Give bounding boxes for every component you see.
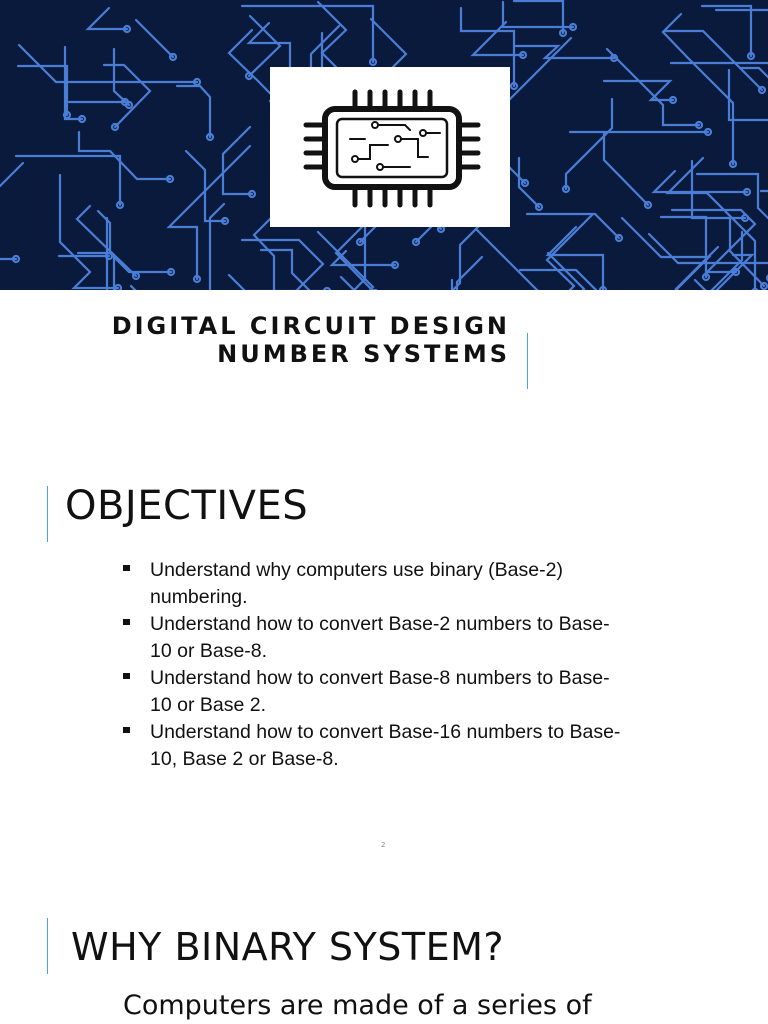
page-number: 2 — [381, 841, 386, 849]
microchip-logo-box — [270, 67, 510, 227]
objectives-accent-rule — [47, 486, 48, 542]
slide-title — [40, 312, 510, 368]
list-item-line: 10, Base 2 or Base-8. — [150, 748, 339, 770]
list-item-line: numbering. — [150, 586, 248, 608]
title-line-1: DIGITAL CIRCUIT DESIGN — [111, 312, 510, 340]
list-item-line: 10 or Base-8. — [150, 640, 268, 662]
title-line-2: NUMBER SYSTEMS — [217, 340, 510, 368]
square-bullet-icon — [123, 727, 130, 733]
list-item — [120, 665, 650, 719]
square-bullet-icon — [123, 619, 130, 625]
binary-accent-rule — [47, 918, 48, 974]
list-item-line: Understand how to convert Base-8 numbers to Base- — [150, 667, 610, 689]
objectives-heading: OBJECTIVES — [65, 483, 309, 529]
why-binary-body: Computers are made of a series of — [123, 990, 592, 1021]
list-item-line: Understand how to convert Base-16 numbers to Base- — [150, 721, 621, 743]
why-binary-heading: WHY BINARY SYSTEM? — [71, 925, 505, 969]
microchip-icon — [270, 67, 510, 227]
list-item-line: Understand why computers use binary (Base-2) — [150, 559, 563, 581]
list-item — [120, 719, 650, 773]
list-item — [120, 611, 650, 665]
list-item — [120, 557, 650, 611]
objectives-list — [120, 557, 650, 773]
title-accent-rule — [527, 333, 528, 389]
square-bullet-icon — [123, 565, 130, 571]
list-item-line: 10 or Base 2. — [150, 694, 266, 716]
list-item-line: Understand how to convert Base-2 numbers to Base- — [150, 613, 610, 635]
square-bullet-icon — [123, 673, 130, 679]
